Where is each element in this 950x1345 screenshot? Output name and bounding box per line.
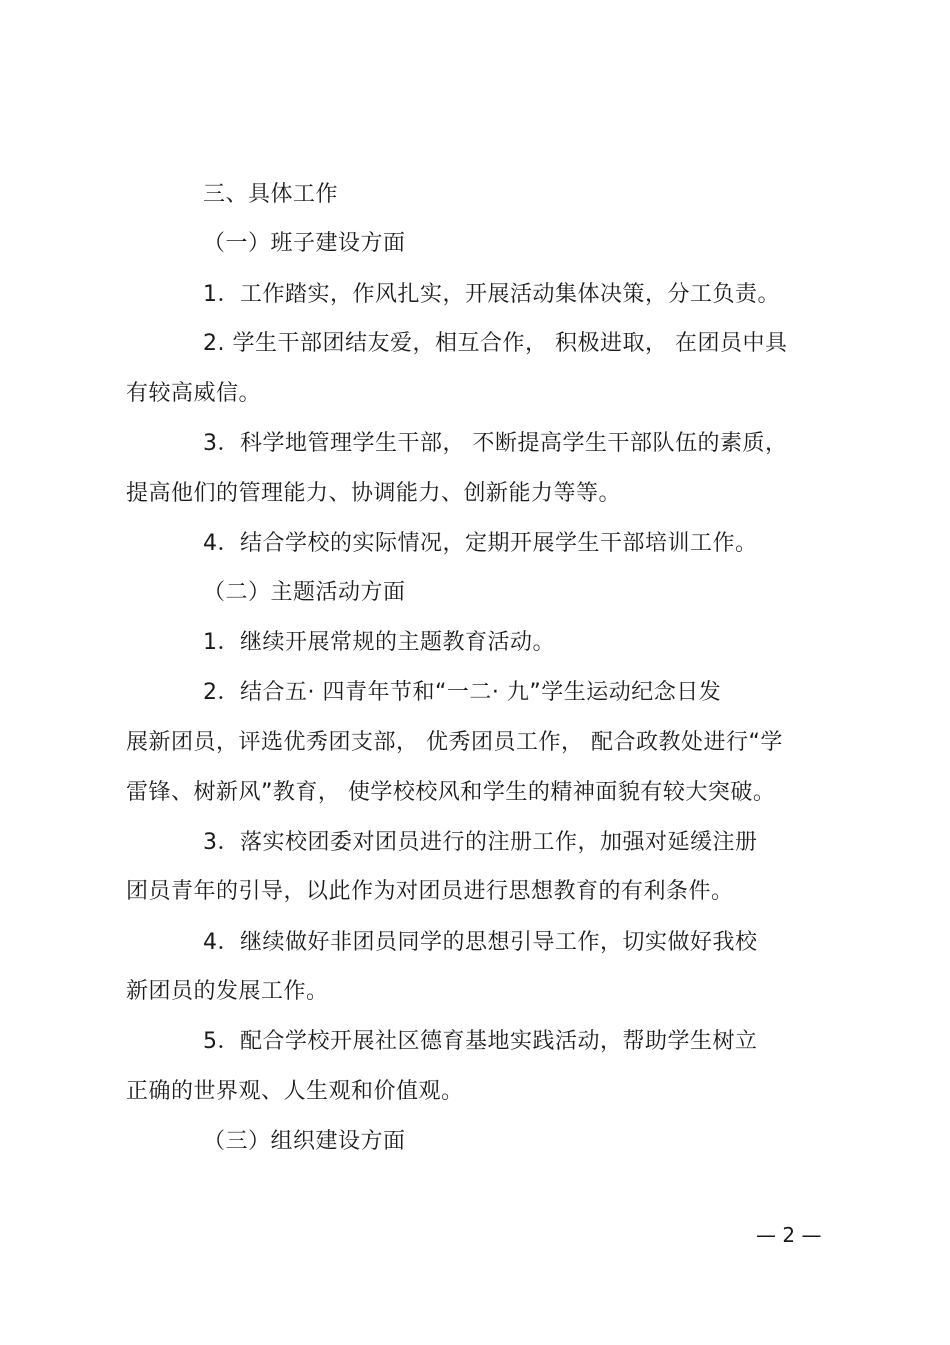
- paragraph-line: 正确的世界观、人生观和价值观。: [126, 1079, 464, 1104]
- paragraph-line: 3．科学地管理学生干部， 不断提高学生干部队伍的素质，: [203, 431, 788, 456]
- paragraph-line: 1．继续开展常规的主题教育活动。: [203, 630, 555, 655]
- subsection-heading: （三）组织建设方面: [203, 1129, 406, 1154]
- paragraph-line: 有较高威信。: [126, 381, 262, 406]
- paragraph-line: 5．配合学校开展社区德育基地实践活动，帮助学生树立: [203, 1029, 758, 1054]
- subsection-heading: （一）班子建设方面: [203, 231, 406, 256]
- subsection-heading: （二）主题活动方面: [203, 580, 406, 605]
- paragraph-line: 团员青年的引导，以此作为对团员进行思想教育的有利条件。: [126, 879, 734, 904]
- paragraph-line: 3．落实校团委对团员进行的注册工作，加强对延缓注册: [203, 830, 758, 855]
- paragraph-line: 4．继续做好非团员同学的思想引导工作，切实做好我校: [203, 930, 758, 955]
- paragraph-line: 1．工作踏实，作风扎实，开展活动集体决策，分工负责。: [203, 282, 780, 307]
- page-number: — 2 —: [756, 1223, 822, 1247]
- paragraph-line: 雷锋、树新风”教育， 使学校校风和学生的精神面貌有较大突破。: [126, 780, 776, 805]
- paragraph-line: 2．结合五· 四青年节和“一二· 九”学生运动纪念日发: [203, 680, 722, 705]
- section-heading: 三、具体工作: [203, 182, 339, 207]
- paragraph-line: 2. 学生干部团结友爱，相互合作， 积极进取， 在团员中具: [203, 331, 788, 356]
- paragraph-line: 4．结合学校的实际情况，定期开展学生干部培训工作。: [203, 531, 758, 556]
- paragraph-line: 展新团员，评选优秀团支部， 优秀团员工作， 配合政教处进行“学: [126, 730, 783, 755]
- paragraph-line: 提高他们的管理能力、协调能力、创新能力等等。: [126, 481, 622, 506]
- paragraph-line: 新团员的发展工作。: [126, 979, 329, 1004]
